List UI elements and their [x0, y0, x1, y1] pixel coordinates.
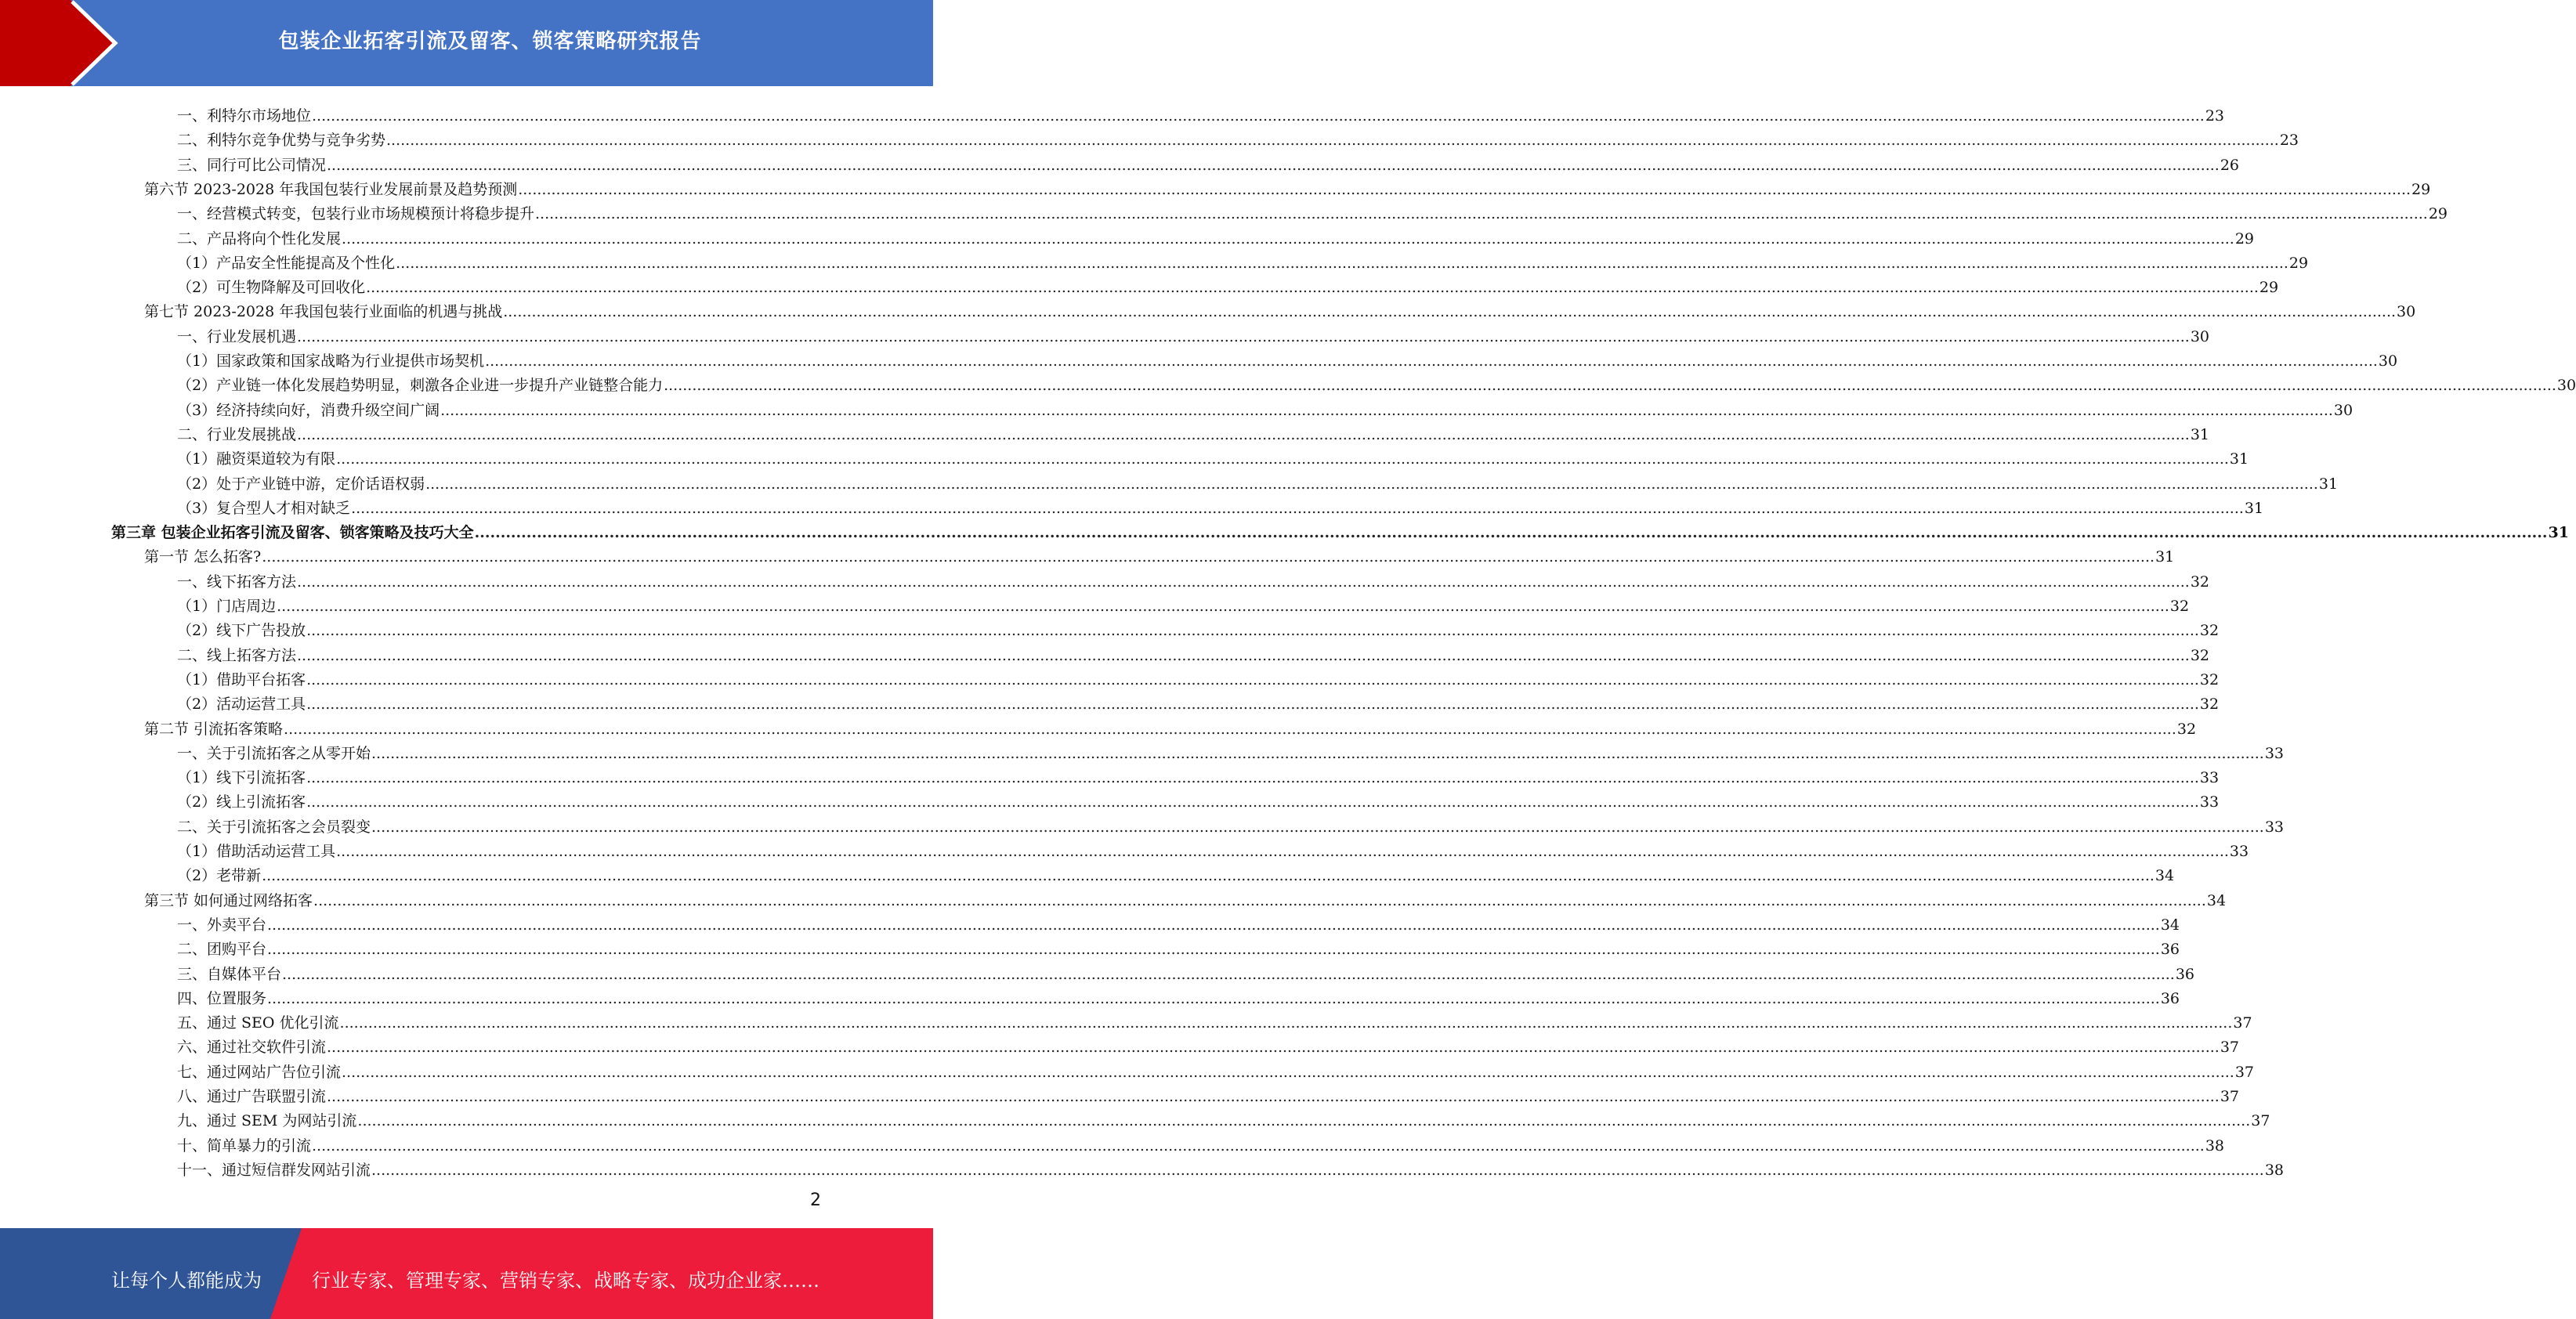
toc-entry-title: 第七节 2023-2028 年我国包装行业面临的机遇与挑战	[144, 303, 503, 321]
toc-entry[interactable]	[144, 541, 2175, 566]
toc-entry-title: （2）可生物降解及可回收化	[177, 279, 366, 297]
toc-entry-title: （2）处于产业链中游，定价话语权弱	[177, 475, 425, 493]
toc-entry[interactable]	[177, 1130, 2225, 1155]
toc-entry-title: 第三节 如何通过网络拓客	[144, 891, 313, 909]
toc-entry-page: 31	[2244, 499, 2264, 517]
toc-dot-leader: ................................................................................................................................................................................................................................................................................................................................................................................................................	[267, 989, 2160, 1007]
toc-entry-title: （3）经济持续向好，消费升级空间广阔	[177, 401, 440, 419]
toc-entry-title: 二、关于引流拓客之会员裂变	[177, 818, 371, 836]
toc-entry[interactable]	[177, 1057, 2255, 1081]
toc-entry-page: 31	[2229, 450, 2249, 468]
toc-entry-page: 29	[2234, 229, 2255, 248]
toc-entry-page: 31	[2548, 524, 2569, 542]
toc-entry-page: 37	[2234, 1063, 2255, 1081]
toc-entry-page: 30	[2397, 303, 2416, 321]
toc-entry-title: 十、简单暴力的引流	[177, 1137, 312, 1155]
toc-entry[interactable]	[177, 493, 2264, 517]
toc-dot-leader: ................................................................................................................................................................................................................................................................................................................................................................................................................	[440, 401, 2333, 419]
toc-entry[interactable]	[177, 468, 2339, 493]
toc-entry-title: 九、通过 SEM 为网站引流	[177, 1112, 357, 1130]
toc-entry-title: 一、经营模式转变，包装行业市场规模预计将稳步提升	[177, 205, 535, 223]
toc-entry-title: 三、自媒体平台	[177, 965, 282, 983]
toc-dot-leader: ................................................................................................................................................................................................................................................................................................................................................................................................................	[267, 941, 2160, 959]
toc-dot-leader: ................................................................................................................................................................................................................................................................................................................................................................................................................	[371, 1161, 2264, 1179]
toc-dot-leader: ................................................................................................................................................................................................................................................................................................................................................................................................................	[306, 670, 2199, 688]
toc-entry[interactable]	[177, 223, 2255, 248]
toc-dot-leader: ................................................................................................................................................................................................................................................................................................................................................................................................................	[503, 303, 2397, 321]
toc-entry-title: 二、团购平台	[177, 941, 267, 959]
toc-entry[interactable]	[177, 591, 2190, 615]
toc-entry-page: 31	[2318, 475, 2339, 493]
toc-entry[interactable]	[177, 100, 2225, 125]
toc-entry[interactable]	[177, 836, 2249, 860]
toc-dot-leader: ................................................................................................................................................................................................................................................................................................................................................................................................................	[371, 744, 2264, 762]
toc-dot-leader: ................................................................................................................................................................................................................................................................................................................................................................................................................	[306, 622, 2199, 640]
report-title: 包装企业拓客引流及留客、锁客策略研究报告	[278, 29, 702, 53]
toc-entry-title: （1）借助平台拓客	[177, 670, 306, 688]
toc-entry-title: 五、通过 SEO 优化引流	[177, 1014, 339, 1032]
toc-dot-leader: ................................................................................................................................................................................................................................................................................................................................................................................................................	[306, 793, 2199, 811]
toc-dot-leader: ................................................................................................................................................................................................................................................................................................................................................................................................................	[357, 1112, 2251, 1130]
toc-entry[interactable]	[177, 370, 2576, 395]
toc-entry[interactable]	[177, 150, 2240, 174]
toc-dot-leader: ................................................................................................................................................................................................................................................................................................................................................................................................................	[371, 818, 2264, 836]
toc-entry-page: 29	[2428, 205, 2448, 223]
toc-entry[interactable]	[177, 762, 2220, 787]
toc-dot-leader: ................................................................................................................................................................................................................................................................................................................................................................................................................	[262, 548, 2155, 566]
footer-roles: 行业专家、管理专家、营销专家、战略专家、成功企业家……	[312, 1270, 819, 1292]
toc-entry-title: 第一节 怎么拓客?	[144, 548, 262, 566]
toc-entry[interactable]	[177, 688, 2220, 714]
toc-entry[interactable]	[177, 664, 2220, 688]
toc-entry-page: 33	[2229, 843, 2249, 860]
toc-dot-leader: ................................................................................................................................................................................................................................................................................................................................................................................................................	[282, 965, 2175, 983]
toc-entry-title: 一、线下拓客方法	[177, 573, 297, 591]
toc-dot-leader: ................................................................................................................................................................................................................................................................................................................................................................................................................	[396, 254, 2288, 272]
toc-entry-page: 29	[2411, 180, 2431, 198]
toc-dot-leader: ................................................................................................................................................................................................................................................................................................................................................................................................................	[297, 327, 2190, 345]
toc-entry-page: 36	[2175, 965, 2195, 983]
toc-entry-title: 二、线上拓客方法	[177, 646, 297, 664]
toc-dot-leader: ................................................................................................................................................................................................................................................................................................................................................................................................................	[342, 1063, 2234, 1081]
toc-entry[interactable]	[177, 395, 2353, 419]
toc-entry-page: 32	[2199, 622, 2220, 640]
toc-dot-leader: ................................................................................................................................................................................................................................................................................................................................................................................................................	[336, 450, 2229, 468]
toc-entry-page: 37	[2220, 1088, 2240, 1105]
toc-entry-title: 四、位置服务	[177, 989, 267, 1007]
toc-entry-title: （3）复合型人才相对缺乏	[177, 499, 351, 517]
toc-entry-page: 33	[2264, 744, 2285, 762]
toc-entry-title: 一、利特尔市场地位	[177, 107, 312, 125]
toc-entry-page: 32	[2199, 696, 2220, 714]
toc-entry-title: （2）线下广告投放	[177, 622, 306, 640]
toc-entry[interactable]	[144, 885, 2227, 909]
toc-dot-leader: ................................................................................................................................................................................................................................................................................................................................................................................................................	[306, 696, 2199, 714]
toc-dot-leader: ................................................................................................................................................................................................................................................................................................................................................................................................................	[267, 916, 2160, 934]
toc-dot-leader: ................................................................................................................................................................................................................................................................................................................................................................................................................	[518, 180, 2411, 198]
toc-entry-title: 一、外卖平台	[177, 916, 267, 934]
toc-entry-page: 33	[2199, 769, 2220, 787]
toc-dot-leader: ................................................................................................................................................................................................................................................................................................................................................................................................................	[312, 1137, 2205, 1155]
toc-entry[interactable]	[177, 272, 2279, 297]
toc-entry[interactable]	[177, 983, 2180, 1007]
toc-dot-leader: ................................................................................................................................................................................................................................................................................................................................................................................................................	[297, 646, 2190, 664]
toc-entry-title: 三、同行可比公司情况	[177, 156, 327, 174]
toc-dot-leader: ................................................................................................................................................................................................................................................................................................................................................................................................................	[297, 425, 2190, 443]
toc-dot-leader: ................................................................................................................................................................................................................................................................................................................................................................................................................	[425, 475, 2318, 493]
toc-entry-page: 34	[2206, 891, 2227, 909]
toc-entry-page: 32	[2190, 573, 2210, 591]
toc-dot-leader: ................................................................................................................................................................................................................................................................................................................................................................................................................	[474, 524, 2548, 542]
toc-entry-page: 32	[2169, 598, 2190, 615]
toc-entry[interactable]	[177, 1155, 2285, 1179]
toc-entry-title: 第二节 引流拓客策略	[144, 720, 284, 738]
toc-entry-page: 33	[2264, 818, 2285, 836]
toc-entry-title: 第三章 包装企业拓客引流及留客、锁客策略及技巧大全	[111, 524, 474, 542]
toc-dot-leader: ................................................................................................................................................................................................................................................................................................................................................................................................................	[366, 279, 2259, 297]
toc-dot-leader: ................................................................................................................................................................................................................................................................................................................................................................................................................	[262, 867, 2155, 885]
toc-entry-page: 31	[2155, 548, 2175, 566]
toc-entry-title: （1）门店周边	[177, 598, 277, 615]
toc-entry[interactable]	[144, 714, 2197, 738]
toc-entry[interactable]	[177, 786, 2220, 811]
toc-entry-page: 32	[2190, 646, 2210, 664]
toc-entry-page: 38	[2264, 1161, 2285, 1179]
toc-dot-leader: ................................................................................................................................................................................................................................................................................................................................................................................................................	[297, 573, 2190, 591]
toc-entry-title: 二、行业发展挑战	[177, 425, 297, 443]
toc-dot-leader: ................................................................................................................................................................................................................................................................................................................................................................................................................	[313, 891, 2206, 909]
toc-dot-leader: ................................................................................................................................................................................................................................................................................................................................................................................................................	[336, 843, 2229, 860]
toc-dot-leader: ................................................................................................................................................................................................................................................................................................................................................................................................................	[327, 1039, 2220, 1057]
toc-entry-title: 一、行业发展机遇	[177, 327, 297, 345]
toc-entry-page: 34	[2160, 916, 2180, 934]
toc-dot-leader: ................................................................................................................................................................................................................................................................................................................................................................................................................	[284, 720, 2176, 738]
toc-dot-leader: ................................................................................................................................................................................................................................................................................................................................................................................................................	[342, 229, 2234, 248]
toc-entry[interactable]	[177, 566, 2210, 591]
toc-entry[interactable]	[177, 419, 2210, 443]
toc-entry-page: 30	[2378, 352, 2398, 370]
toc-entry-title: 十一、通过短信群发网站引流	[177, 1161, 371, 1179]
toc-entry[interactable]	[177, 1081, 2240, 1105]
toc-entry-page: 32	[2199, 670, 2220, 688]
toc-entry-page: 34	[2155, 867, 2175, 885]
toc-dot-leader: ................................................................................................................................................................................................................................................................................................................................................................................................................	[351, 499, 2244, 517]
toc-entry-page: 32	[2176, 720, 2197, 738]
toc-entry[interactable]	[177, 811, 2285, 836]
toc-entry-title: 二、产品将向个性化发展	[177, 229, 342, 248]
toc-entry[interactable]	[144, 296, 2416, 321]
toc-entry[interactable]	[177, 443, 2249, 468]
toc-dot-leader: ................................................................................................................................................................................................................................................................................................................................................................................................................	[339, 1014, 2233, 1032]
toc-entry-page: 30	[2556, 377, 2576, 395]
toc-entry-page: 23	[2279, 132, 2299, 150]
toc-dot-leader: ................................................................................................................................................................................................................................................................................................................................................................................................................	[327, 156, 2220, 174]
toc-entry-title: （2）老带新	[177, 867, 262, 885]
toc-entry[interactable]	[177, 738, 2285, 762]
toc-entry-page: 29	[2288, 254, 2309, 272]
toc-entry-title: 七、通过网站广告位引流	[177, 1063, 342, 1081]
toc-entry[interactable]	[111, 517, 2569, 542]
toc-entry-page: 29	[2259, 279, 2279, 297]
toc-entry-title: （2）活动运营工具	[177, 696, 306, 714]
toc-dot-leader: ................................................................................................................................................................................................................................................................................................................................................................................................................	[306, 769, 2199, 787]
toc-entry-page: 37	[2220, 1039, 2240, 1057]
toc-dot-leader: ................................................................................................................................................................................................................................................................................................................................................................................................................	[277, 598, 2169, 615]
toc-entry[interactable]	[177, 345, 2398, 370]
toc-entry[interactable]	[177, 959, 2195, 983]
toc-entry[interactable]	[177, 321, 2210, 345]
toc-entry-title: （1）国家政策和国家战略为行业提供市场契机	[177, 352, 485, 370]
toc-dot-leader: ................................................................................................................................................................................................................................................................................................................................................................................................................	[386, 132, 2279, 150]
toc-entry-title: （1）线下引流拓客	[177, 769, 306, 787]
report-header	[0, 0, 933, 86]
toc-entry[interactable]	[177, 248, 2309, 272]
toc-entry[interactable]	[177, 1105, 2270, 1130]
toc-entry-title: （1）融资渠道较为有限	[177, 450, 336, 468]
toc-entry-page: 37	[2233, 1014, 2252, 1032]
toc-dot-leader: ................................................................................................................................................................................................................................................................................................................................................................................................................	[327, 1088, 2220, 1105]
toc-entry-title: （1）借助活动运营工具	[177, 843, 336, 860]
toc-entry-page: 37	[2251, 1112, 2270, 1130]
toc-entry-title: （2）产业链一体化发展趋势明显，刺激各企业进一步提升产业链整合能力	[177, 377, 664, 395]
toc-entry[interactable]	[177, 860, 2175, 885]
toc-entry[interactable]	[177, 615, 2220, 640]
page-number: 2	[810, 1191, 821, 1210]
toc-entry[interactable]	[177, 125, 2299, 150]
toc-entry-title: （1）产品安全性能提高及个性化	[177, 254, 396, 272]
toc-entry[interactable]	[177, 198, 2448, 223]
footer-slogan: 让每个人都能成为	[111, 1270, 262, 1292]
toc-dot-leader: ................................................................................................................................................................................................................................................................................................................................................................................................................	[535, 205, 2428, 223]
toc-entry[interactable]	[177, 1032, 2240, 1057]
toc-entry-page: 30	[2333, 401, 2353, 419]
toc-entry-page: 30	[2190, 327, 2210, 345]
toc-entry-title: 一、关于引流拓客之从零开始	[177, 744, 371, 762]
toc-entry-title: 第六节 2023-2028 年我国包装行业发展前景及趋势预测	[144, 180, 518, 198]
toc-dot-leader: ................................................................................................................................................................................................................................................................................................................................................................................................................	[664, 377, 2556, 395]
toc-entry[interactable]	[144, 174, 2431, 198]
toc-entry-title: 八、通过广告联盟引流	[177, 1088, 327, 1105]
toc-entry[interactable]	[177, 1007, 2252, 1032]
toc-entry-page: 26	[2220, 156, 2240, 174]
toc-entry-page: 33	[2199, 793, 2220, 811]
toc-entry[interactable]	[177, 934, 2180, 959]
toc-entry-page: 38	[2205, 1137, 2225, 1155]
toc-entry-title: 六、通过社交软件引流	[177, 1039, 327, 1057]
toc-entry-title: 二、利特尔竞争优势与竞争劣势	[177, 132, 386, 150]
toc-entry-page: 23	[2205, 107, 2225, 125]
toc-dot-leader: ................................................................................................................................................................................................................................................................................................................................................................................................................	[485, 352, 2378, 370]
toc-entry-page: 31	[2190, 425, 2210, 443]
toc-entry-title: （2）线上引流拓客	[177, 793, 306, 811]
toc-entry[interactable]	[177, 640, 2210, 664]
toc-entry-page: 36	[2160, 989, 2180, 1007]
toc-dot-leader: ................................................................................................................................................................................................................................................................................................................................................................................................................	[312, 107, 2205, 125]
toc-entry-page: 36	[2160, 941, 2180, 959]
toc-entry[interactable]	[177, 909, 2180, 934]
